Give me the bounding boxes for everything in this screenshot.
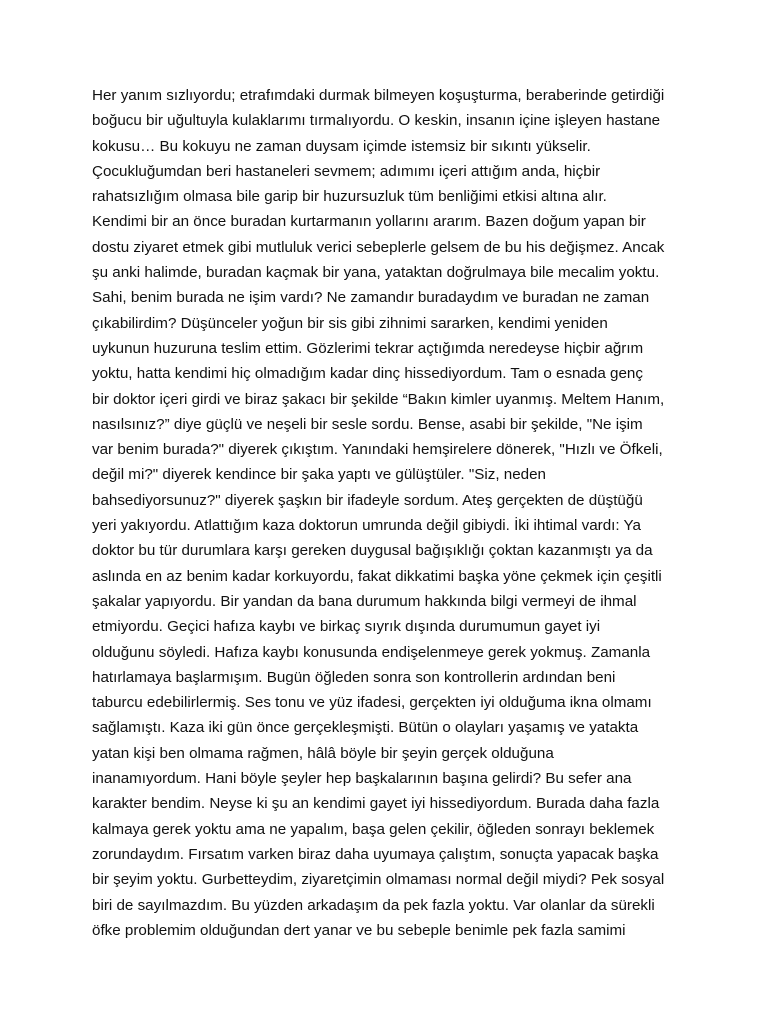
text-line: taburcu edebilirlermiş. Ses tonu ve yüz ifadesi, gerçekten iyi olduğuma ikna olmamı [92,694,652,712]
text-line: inanamıyordum. Hani böyle şeyler hep başkalarının başına gelirdi? Bu sefer ana [92,770,632,788]
text-line: uykunun huzuruna teslim ettim. Gözlerimi tekrar açtığımda neredeyse hiçbir ağrım [92,339,644,357]
body-text [92,83,692,943]
text-line: Çocukluğumdan beri hastaneleri sevmem; adımımı içeri attığım anda, hiçbir [92,162,601,180]
text-line: olduğunu söyledi. Hafıza kaybı konusunda endişelenmeye gerek yokmuş. Zamanla [92,643,651,661]
text-line: doktor bu tür durumlara karşı gereken duygusal bağışıklığı çoktan kazanmıştı ya da [92,542,653,560]
text-line: öfke problemim olduğundan dert yanar ve bu sebeple benimle pek fazla samimi [92,921,626,939]
text-line: bir doktor içeri girdi ve biraz şakacı bir şekilde “Bakın kimler uyanmış. Meltem Hanım, [92,390,665,408]
text-line: rahatsızlığım olmasa bile garip bir huzursuzluk tüm benliğimi etkisi altına alır. [92,188,607,206]
text-line: şakalar yapıyordu. Bir yandan da bana durumum hakkında bilgi vermeyi de ihmal [92,592,637,610]
text-line: dostu ziyaret etmek gibi mutluluk verici sebeplerle gelsem de bu his değişmez. Ancak [92,238,665,256]
text-line: boğucu bir uğultuyla kulaklarımı tırmalıyordu. O keskin, insanın içine işleyen hastane [92,112,661,130]
text-line: şu anki halimde, buradan kaçmak bir yana, yataktan doğrulmaya bile mecalim yoktu. [92,264,660,282]
text-line: aslında en az benim kadar korkuyordu, fakat dikkatimi başka yöne çekmek için çeşitli [92,567,662,585]
text-line: zorundaydım. Fırsatım varken biraz daha uyumaya çalıştım, sonuçta yapacak başka [92,845,659,863]
text-line: nasılsınız?” diye güçlü ve neşeli bir sesle sordu. Bense, asabi bir şekilde, "Ne işim [92,415,643,433]
text-line: çıkabilirdim? Düşünceler yoğun bir sis gibi zihnimi sararken, kendimi yeniden [92,314,608,332]
text-line: biri de sayılmazdım. Bu yüzden arkadaşım da pek fazla yoktu. Var olanlar da sürekli [92,896,655,914]
text-line: hatırlamaya başlarmışım. Bugün öğleden sonra son kontrollerin ardından beni [92,668,616,686]
text-line: değil mi?" diyerek kendince bir şaka yaptı ve gülüştüler. "Siz, neden [92,466,547,484]
text-line: Kendimi bir an önce buradan kurtarmanın yollarını ararım. Bazen doğum yapan bir [92,213,646,231]
text-line: kalmaya gerek yoktu ama ne yapalım, başa gelen çekilir, öğleden sonrayı beklemek [92,820,655,838]
text-line: var benim burada?" diyerek çıkıştım. Yanındaki hemşirelere dönerek, "Hızlı ve Öfkeli, [92,441,663,459]
text-line: kokusu… Bu kokuyu ne zaman duysam içimde istemsiz bir sıkıntı yükselir. [92,137,591,155]
text-line: yoktu, hatta kendimi hiç olmadığım kadar dinç hissediyordum. Tam o esnada genç [92,365,643,383]
text-line: karakter bendim. Neyse ki şu an kendimi gayet iyi hissediyordum. Burada daha fazla [92,795,660,813]
text-line: Her yanım sızlıyordu; etrafımdaki durmak bilmeyen koşuşturma, beraberinde getirdiği [92,87,665,104]
text-line: Sahi, benim burada ne işim vardı? Ne zamandır buradaydım ve buradan ne zaman [92,289,650,307]
text-line: yeri yakıyordu. Atlattığım kaza doktorun umrunda değil gibiydi. İki ihtimal vardı: Ya [92,517,641,535]
text-line: yatan kişi ben olmama rağmen, hâlâ böyle bir şeyin gerçek olduğuna [92,744,554,762]
text-line: bir şeyim yoktu. Gurbetteydim, ziyaretçimin olmaması normal değil miydi? Pek sosyal [92,871,665,889]
text-line: etmiyordu. Geçici hafıza kaybı ve birkaç sıyrık dışında durumumun gayet iyi [92,618,601,636]
text-line: bahsediyorsunuz?" diyerek şaşkın bir ifadeyle sordum. Ateş gerçekten de düştüğü [92,491,643,509]
text-line: sağlamıştı. Kaza iki gün önce gerçekleşmişti. Bütün o olayları yaşamış ve yatakta [92,719,639,737]
